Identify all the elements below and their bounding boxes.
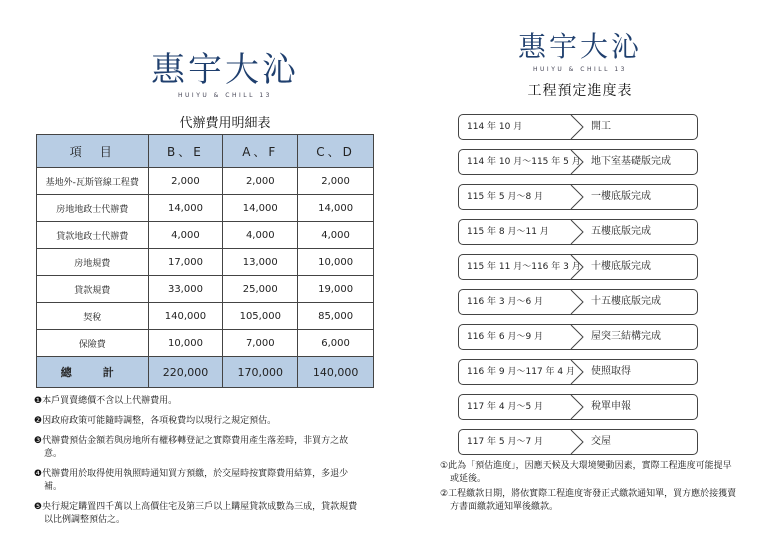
row-value: 140,000 <box>148 303 223 330</box>
schedule-status: 十樓底版完成 <box>591 261 651 272</box>
fee-note: ❸代辦費預估金額若與房地所有權移轉登記之實際費用產生落差時，非買方之故意。 <box>34 436 349 459</box>
fee-note: ❺央行規定購置四千萬以上高價住宅及第三戶以上購屋貸款成數為三成，貸款規費以比例調整預估之。 <box>34 502 358 525</box>
schedule-status: 地下室基礎版完成 <box>591 156 671 167</box>
table-row <box>37 276 374 303</box>
schedule-panel <box>400 0 780 551</box>
brand-logo-left <box>150 50 300 99</box>
brand-subtitle: HUIYU & CHILL 13 <box>178 92 272 99</box>
chevron-right-icon <box>569 115 585 139</box>
row-value: 2,000 <box>298 168 374 195</box>
table-row <box>37 195 374 222</box>
schedule-status: 交屋 <box>591 436 611 447</box>
table-row <box>37 168 374 195</box>
schedule-row <box>458 429 698 455</box>
fee-table-header <box>37 135 374 168</box>
schedule-notes <box>440 460 740 516</box>
row-value: 10,000 <box>148 330 223 357</box>
chevron-right-icon <box>569 150 585 174</box>
schedule-status: 使照取得 <box>591 366 631 377</box>
schedule-row <box>458 219 698 245</box>
schedule-status: 十五樓底版完成 <box>591 296 661 307</box>
row-value: 4,000 <box>223 222 298 249</box>
table-row <box>37 330 374 357</box>
schedule-date: 114 年 10 月 <box>467 122 523 132</box>
fee-note: ❶本戶買賣總價不含以上代辦費用。 <box>34 396 178 406</box>
schedule-note: ②工程繳款日期，將依實際工程進度寄發正式繳款通知單，買方應於接獲賣方書面繳款通知單後繳款。 <box>440 489 737 512</box>
header-be: B、E <box>148 135 223 168</box>
schedule-row <box>458 149 698 175</box>
schedule-date: 117 年 5 月～7 月 <box>467 437 544 447</box>
row-item: 契稅 <box>37 303 149 330</box>
row-value: 19,000 <box>298 276 374 303</box>
row-value: 17,000 <box>148 249 223 276</box>
schedule-date: 116 年 6 月～9 月 <box>467 332 544 342</box>
schedule-title: 工程預定進度表 <box>527 83 633 99</box>
fee-table-title: 代辦費用明細表 <box>179 116 271 131</box>
row-item: 保險費 <box>37 330 149 357</box>
schedule-row <box>458 254 698 280</box>
row-value: 4,000 <box>298 222 374 249</box>
row-value: 14,000 <box>298 195 374 222</box>
schedule-row <box>458 114 698 140</box>
schedule-status: 一樓底版完成 <box>591 191 651 202</box>
header-af: A、F <box>223 135 298 168</box>
chevron-right-icon <box>569 255 585 279</box>
chevron-right-icon <box>569 360 585 384</box>
schedule-row <box>458 324 698 350</box>
row-value: 85,000 <box>298 303 374 330</box>
schedule-row <box>458 394 698 420</box>
schedule-status: 五樓底版完成 <box>591 226 651 237</box>
fee-table <box>36 134 374 388</box>
table-row <box>37 303 374 330</box>
chevron-right-icon <box>569 185 585 209</box>
row-value: 14,000 <box>223 195 298 222</box>
row-value: 25,000 <box>223 276 298 303</box>
row-value: 105,000 <box>223 303 298 330</box>
total-label: 總 計 <box>37 357 149 388</box>
brand-name: 惠宇大沁 <box>151 50 299 90</box>
row-value: 4,000 <box>148 222 223 249</box>
table-row <box>37 249 374 276</box>
schedule-date: 117 年 4 月～5 月 <box>467 402 544 412</box>
schedule-note: ①此為「預估進度」，因應天候及大環境變動因素，實際工程進度可能提早或延後。 <box>440 461 732 484</box>
chevron-right-icon <box>569 430 585 454</box>
schedule-row <box>458 289 698 315</box>
fee-note: ❹代辦費用於取得使用執照時通知買方預繳，於交屋時按實際費用結算，多退少補。 <box>34 469 349 492</box>
total-row <box>37 357 374 388</box>
schedule-date: 116 年 9 月～117 年 4 月 <box>467 367 575 377</box>
row-value: 13,000 <box>223 249 298 276</box>
brand-subtitle: HUIYU & CHILL 13 <box>533 66 627 73</box>
header-item: 項 目 <box>37 135 149 168</box>
row-value: 7,000 <box>223 330 298 357</box>
schedule-date: 116 年 3 月～6 月 <box>467 297 544 307</box>
chevron-right-icon <box>569 325 585 349</box>
schedule-date: 115 年 11 月～116 年 3 月 <box>467 262 581 272</box>
total-value: 140,000 <box>298 357 374 388</box>
chevron-right-icon <box>569 395 585 419</box>
schedule-status: 開工 <box>591 121 611 132</box>
brand-logo-right <box>510 30 650 73</box>
fee-notes <box>34 395 364 534</box>
schedule-status: 稅單申報 <box>591 401 631 412</box>
row-value: 33,000 <box>148 276 223 303</box>
row-value: 2,000 <box>148 168 223 195</box>
header-cd: C、D <box>298 135 374 168</box>
fee-note: ❷因政府政策可能隨時調整，各項稅費均以現行之規定預估。 <box>34 416 277 426</box>
total-value: 220,000 <box>148 357 223 388</box>
schedule-date: 114 年 10 月～115 年 5 月 <box>467 157 581 167</box>
row-item: 房地地政士代辦費 <box>37 195 149 222</box>
table-row <box>37 222 374 249</box>
row-item: 貸款地政士代辦費 <box>37 222 149 249</box>
schedule-date: 115 年 5 月～8 月 <box>467 192 544 202</box>
schedule-row <box>458 359 698 385</box>
schedule-date: 115 年 8 月～11 月 <box>467 227 549 237</box>
chevron-right-icon <box>569 290 585 314</box>
total-value: 170,000 <box>223 357 298 388</box>
chevron-right-icon <box>569 220 585 244</box>
row-item: 基地外-瓦斯管線工程費 <box>37 168 149 195</box>
brand-name: 惠宇大沁 <box>517 30 642 63</box>
row-item: 房地規費 <box>37 249 149 276</box>
schedule-status: 屋突三結構完成 <box>591 331 661 342</box>
row-item: 貸款規費 <box>37 276 149 303</box>
row-value: 14,000 <box>148 195 223 222</box>
row-value: 6,000 <box>298 330 374 357</box>
schedule-row <box>458 184 698 210</box>
row-value: 2,000 <box>223 168 298 195</box>
row-value: 10,000 <box>298 249 374 276</box>
schedule-list <box>458 114 698 464</box>
